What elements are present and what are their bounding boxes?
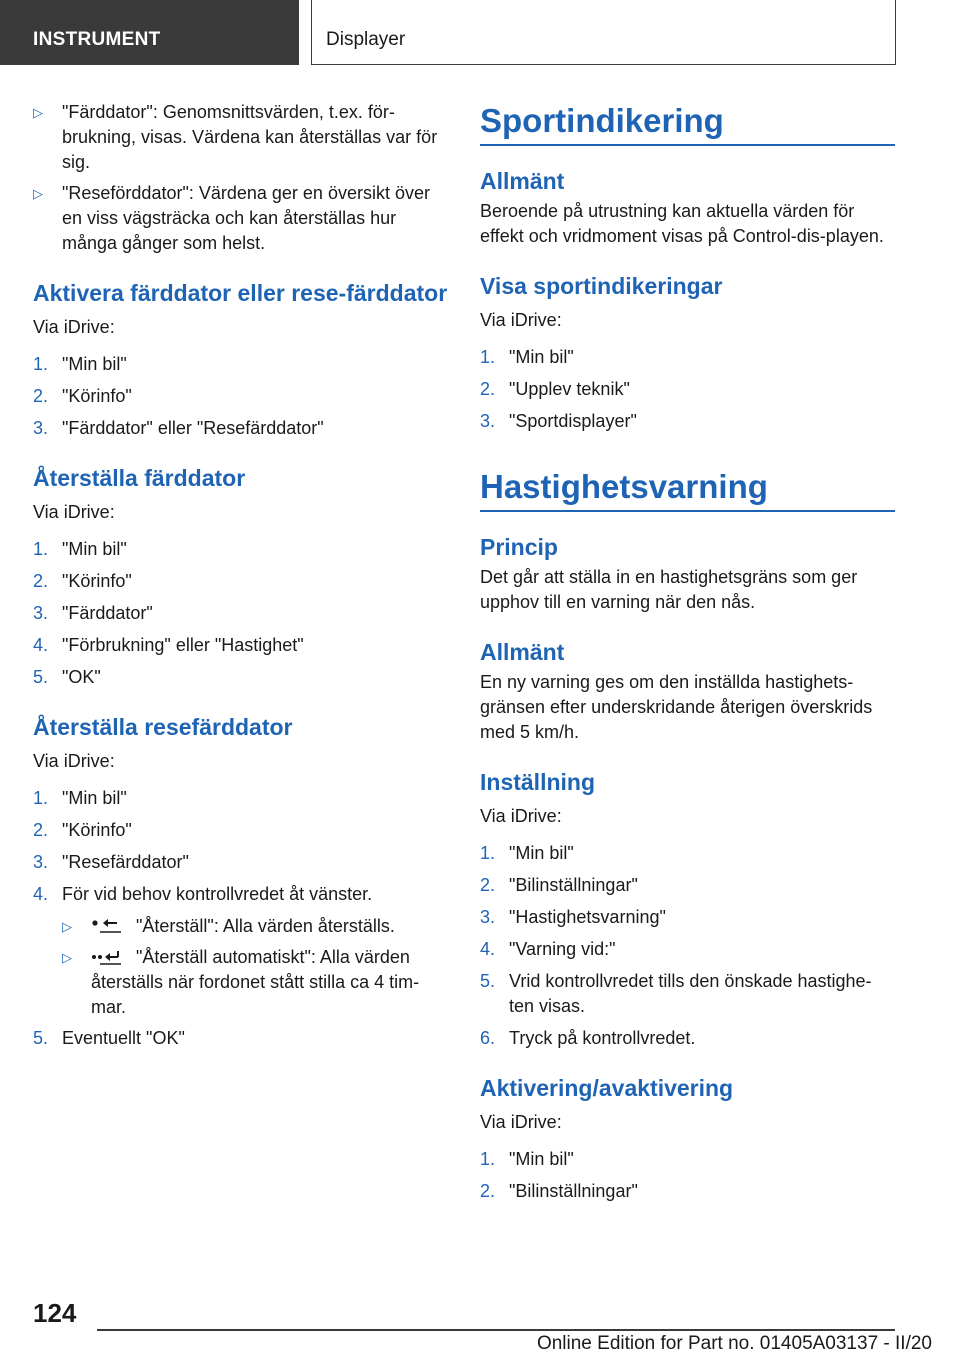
step-item: 4. För vid behov kontrollvredet åt vänster. bbox=[33, 884, 373, 904]
section-heading: Inställning bbox=[480, 769, 595, 795]
edition-note: Online Edition for Part no. 01405A03137 - II/20 bbox=[536, 1333, 932, 1354]
paragraph: En ny varning ges om den inställda hastighets-gränsen efter underskridande återigen överskrids med 5 km/h. bbox=[480, 672, 873, 742]
step-item: 2. "Bilinställningar" bbox=[480, 875, 638, 895]
step-item: 2. "Körinfo" bbox=[33, 820, 132, 840]
step-item: 6. Tryck på kontrollvredet. bbox=[480, 1028, 696, 1048]
footer-divider bbox=[97, 1329, 895, 1331]
bullet-triangle-icon: ▷ bbox=[33, 105, 43, 120]
step-item: 5. "OK" bbox=[33, 667, 101, 687]
step-item: 5. Vrid kontrollvredet tills den önskade hastighe-ten visas. bbox=[480, 971, 872, 1016]
page-number: 124 bbox=[33, 1298, 77, 1328]
section-heading: Allmänt bbox=[480, 168, 565, 194]
right-column bbox=[480, 102, 895, 1211]
section-heading: Princip bbox=[480, 534, 558, 560]
list-item: ▷ "Reseförddator": Värdena ger en översikt över en viss vägsträcka och kan återställas hur många gånger som helst. bbox=[33, 183, 430, 253]
section-heading: Aktivering/avaktivering bbox=[480, 1075, 734, 1101]
sub-list-item: ▷ "Återställ": Alla värden återställs. bbox=[62, 914, 453, 939]
chapter-title: Displayer bbox=[326, 29, 406, 50]
left-column bbox=[33, 100, 453, 1058]
step-item: 2. "Upplev teknik" bbox=[480, 379, 630, 399]
chapter-heading: Hastighetsvarning bbox=[480, 468, 895, 512]
step-item: 2. "Körinfo" bbox=[33, 386, 132, 406]
step-item: 3. "Färddator" eller "Resefärddator" bbox=[33, 418, 324, 438]
step-item: 1. "Min bil" bbox=[33, 788, 127, 808]
step-item: 2. "Körinfo" bbox=[33, 571, 132, 591]
section-heading: Allmänt bbox=[480, 639, 565, 665]
step-item: 1. "Min bil" bbox=[33, 354, 127, 374]
paragraph: Beroende på utrustning kan aktuella värden för effekt och vridmoment visas på Control-dis-playen. bbox=[480, 201, 884, 246]
paragraph: Det går att ställa in en hastighetsgräns som ger upphov till en varning när den nås. bbox=[480, 567, 858, 612]
bullet-triangle-icon: ▷ bbox=[62, 950, 72, 965]
chapter-heading: Sportindikering bbox=[480, 102, 895, 146]
via-label: Via iDrive: bbox=[33, 751, 115, 771]
via-label: Via iDrive: bbox=[480, 806, 562, 826]
step-item: 1. "Min bil" bbox=[480, 1149, 574, 1169]
step-item: 3. "Hastighetsvarning" bbox=[480, 907, 666, 927]
step-item: 4. "Varning vid:" bbox=[480, 939, 616, 959]
step-item: 3. "Sportdisplayer" bbox=[480, 411, 637, 431]
step-item: 5. Eventuellt "OK" bbox=[33, 1028, 185, 1048]
bullet-triangle-icon: ▷ bbox=[62, 919, 72, 934]
step-item: 1. "Min bil" bbox=[480, 347, 574, 367]
step-item: 1. "Min bil" bbox=[33, 539, 127, 559]
step-item: 1. "Min bil" bbox=[480, 843, 574, 863]
section-heading: Återställa resefärddator bbox=[33, 714, 293, 740]
list-item: ▷ "Färddator": Genomsnittsvärden, t.ex. för-brukning, visas. Värdena kan återställas var för sig. bbox=[33, 102, 438, 172]
section-heading: Återställa färddator bbox=[33, 465, 246, 491]
via-label: Via iDrive: bbox=[33, 502, 115, 522]
step-item: 3. "Färddator" bbox=[33, 603, 153, 623]
section-tab bbox=[0, 0, 299, 65]
auto-reset-arrow-icon bbox=[91, 948, 123, 966]
via-label: Via iDrive: bbox=[33, 317, 115, 337]
via-label: Via iDrive: bbox=[480, 310, 562, 330]
via-label: Via iDrive: bbox=[480, 1112, 562, 1132]
bullet-triangle-icon: ▷ bbox=[33, 186, 43, 201]
step-item: 2. "Bilinställningar" bbox=[480, 1181, 638, 1201]
reset-arrow-icon bbox=[91, 917, 123, 935]
chapter-tab bbox=[311, 0, 896, 65]
sub-list-item: ▷ "Återställ automatiskt": Alla värden återställs när fordonet stått stilla ca 4 tim-mar. bbox=[62, 947, 420, 1017]
section-heading: Visa sportindikeringar bbox=[480, 273, 723, 299]
step-item: 3. "Resefärddator" bbox=[33, 852, 189, 872]
section-heading: Aktivera färddator eller rese-färddator bbox=[33, 280, 448, 306]
step-item: 4. "Förbrukning" eller "Hastighet" bbox=[33, 635, 304, 655]
section-title: INSTRUMENT bbox=[33, 29, 161, 50]
